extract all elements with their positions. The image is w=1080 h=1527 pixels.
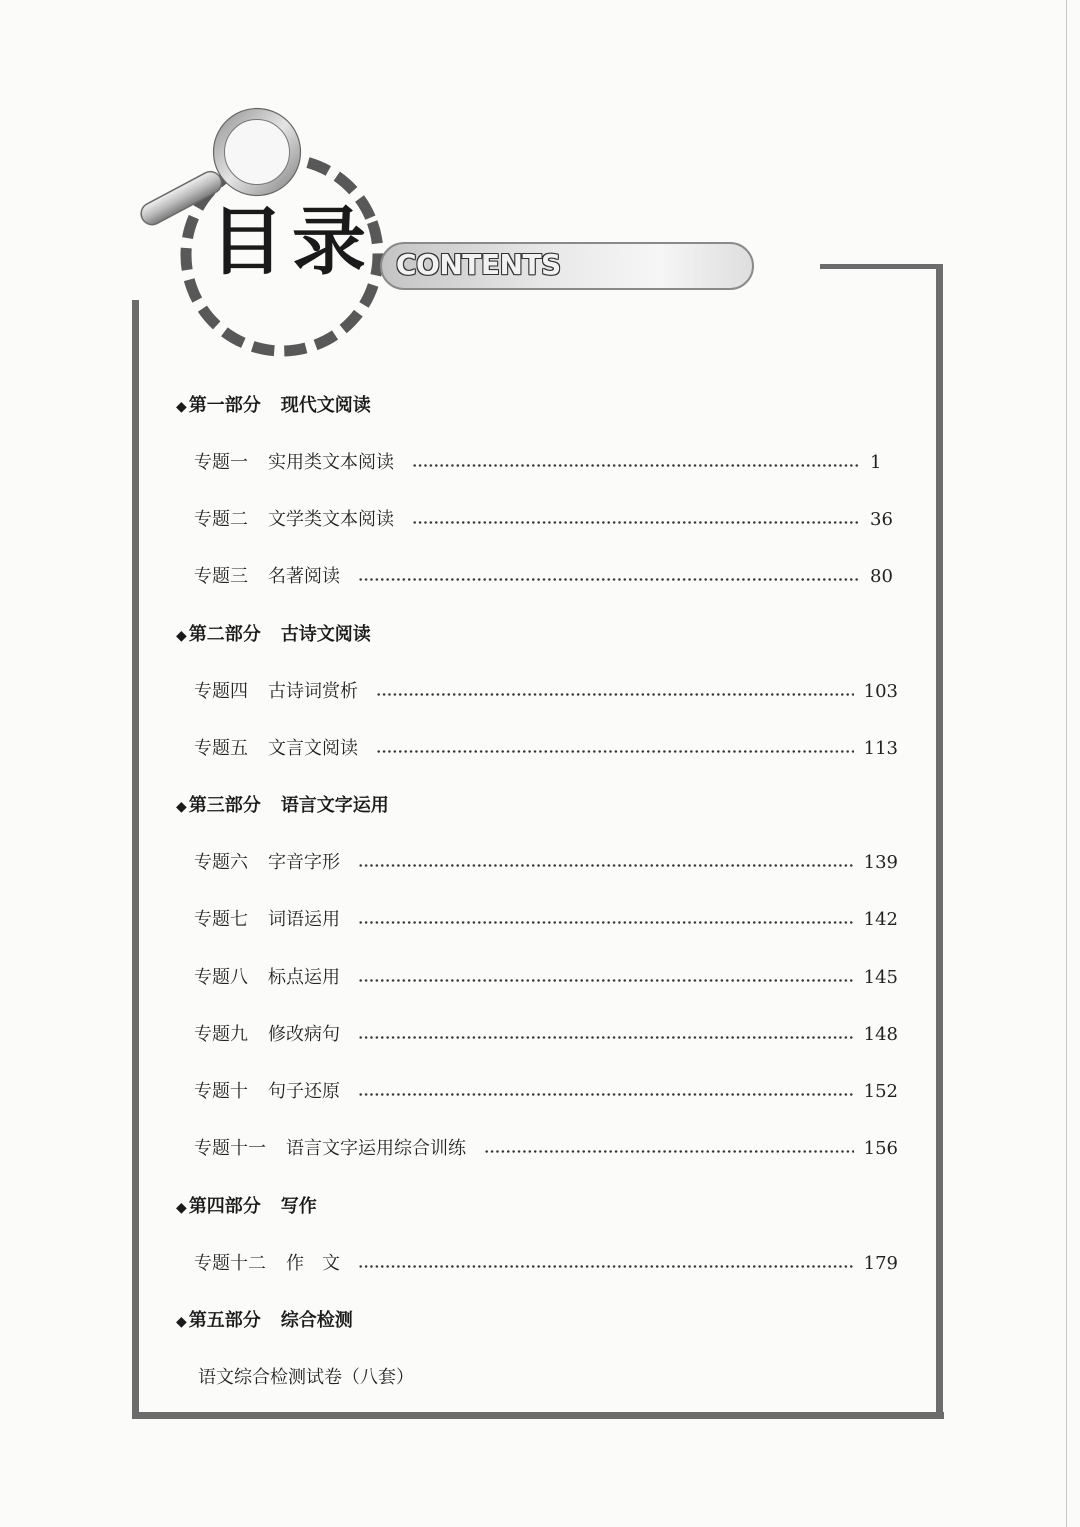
dot-leader xyxy=(358,1093,854,1096)
dot-leader xyxy=(484,1150,854,1153)
section-heading[interactable] xyxy=(176,794,389,819)
dot-leader xyxy=(412,464,860,467)
dot-leader xyxy=(376,693,854,696)
entry-label: 专题四 xyxy=(194,681,248,702)
section-title: 写作 xyxy=(280,1196,317,1217)
entry-title: 作 文 xyxy=(286,1253,340,1274)
entry-page-number: 139 xyxy=(863,852,898,873)
entry-title: 标点运用 xyxy=(268,967,340,988)
dot-leader xyxy=(358,864,854,867)
entry-page-number: 152 xyxy=(863,1081,898,1102)
entry-label: 专题一 xyxy=(194,452,248,473)
section-title: 古诗文阅读 xyxy=(280,624,371,645)
entry-label: 专题五 xyxy=(194,738,248,759)
toc-entry[interactable] xyxy=(194,451,898,475)
entry-page-number: 156 xyxy=(863,1138,898,1159)
frame-right-edge xyxy=(936,264,943,1419)
entry-title: 词语运用 xyxy=(268,909,340,930)
toc-entry-test-papers[interactable]: 语文综合检测试卷（八套） xyxy=(198,1367,414,1388)
entry-title: 修改病句 xyxy=(268,1024,340,1045)
section-heading[interactable] xyxy=(176,394,371,419)
entry-page-number: 80 xyxy=(870,566,893,587)
entry-page-number: 148 xyxy=(863,1024,898,1045)
toc-entry[interactable] xyxy=(194,851,898,875)
dot-leader xyxy=(358,1265,854,1268)
section-heading[interactable] xyxy=(176,1195,317,1220)
entry-label: 专题六 xyxy=(194,852,248,873)
entry-label: 专题二 xyxy=(194,509,248,530)
section-label: 第二部分 xyxy=(188,624,261,645)
contents-subtitle: CONTENTS xyxy=(396,248,561,281)
dot-leader xyxy=(358,578,860,581)
toc-entry[interactable] xyxy=(194,1252,898,1276)
entry-page-number: 113 xyxy=(863,738,898,759)
entry-label: 专题三 xyxy=(194,566,248,587)
dot-leader xyxy=(358,979,854,982)
dot-leader xyxy=(358,921,854,924)
entry-label: 专题七 xyxy=(194,909,248,930)
diamond-bullet-icon: ◆ xyxy=(176,1200,187,1216)
entry-title: 文言文阅读 xyxy=(268,738,358,759)
section-heading[interactable] xyxy=(176,623,371,648)
toc-entry[interactable] xyxy=(194,908,898,932)
toc-entry[interactable] xyxy=(194,565,898,589)
dot-leader xyxy=(376,750,854,753)
section-label: 第一部分 xyxy=(188,395,261,416)
entry-page-number: 36 xyxy=(870,509,893,530)
entry-page-number: 145 xyxy=(863,967,898,988)
entry-label: 专题十 xyxy=(194,1081,248,1102)
section-title: 现代文阅读 xyxy=(280,395,371,416)
entry-label: 专题八 xyxy=(194,967,248,988)
section-label: 第五部分 xyxy=(188,1310,261,1331)
toc-entry[interactable] xyxy=(194,1080,898,1104)
magnifier-icon xyxy=(0,0,1080,380)
section-title: 综合检测 xyxy=(280,1310,353,1331)
toc-entry[interactable] xyxy=(194,737,898,761)
toc-entry[interactable] xyxy=(194,508,898,532)
entry-page-number: 1 xyxy=(870,452,882,473)
entry-page-number: 179 xyxy=(863,1253,898,1274)
entry-page-number: 103 xyxy=(863,681,898,702)
entry-label: 专题十二 xyxy=(194,1253,266,1274)
entry-label: 专题十一 xyxy=(194,1138,266,1159)
entry-title: 语言文字运用综合训练 xyxy=(286,1138,466,1159)
frame-top-edge xyxy=(820,264,943,269)
entry-title: 文学类文本阅读 xyxy=(268,509,394,530)
section-title: 语言文字运用 xyxy=(280,795,389,816)
section-heading[interactable] xyxy=(176,1309,353,1334)
page-title: 目录 xyxy=(210,199,374,285)
section-label: 第三部分 xyxy=(188,795,261,816)
entry-label: 专题九 xyxy=(194,1024,248,1045)
entry-title: 名著阅读 xyxy=(268,566,340,587)
entry-title: 字音字形 xyxy=(268,852,340,873)
dot-leader xyxy=(358,1036,854,1039)
frame-left-edge xyxy=(132,300,139,1418)
diamond-bullet-icon: ◆ xyxy=(176,399,187,415)
toc-entry[interactable] xyxy=(194,1137,898,1161)
toc-entry[interactable] xyxy=(194,1023,898,1047)
frame-bottom-edge xyxy=(132,1412,944,1419)
entry-page-number: 142 xyxy=(863,909,898,930)
diamond-bullet-icon: ◆ xyxy=(176,1314,187,1330)
toc-entry[interactable] xyxy=(194,680,898,704)
diamond-bullet-icon: ◆ xyxy=(176,628,187,644)
toc-entry[interactable] xyxy=(194,966,898,990)
diamond-bullet-icon: ◆ xyxy=(176,799,187,815)
entry-title: 句子还原 xyxy=(268,1081,340,1102)
section-label: 第四部分 xyxy=(188,1196,261,1217)
entry-title: 实用类文本阅读 xyxy=(268,452,394,473)
entry-title: 古诗词赏析 xyxy=(268,681,358,702)
dot-leader xyxy=(412,521,860,524)
